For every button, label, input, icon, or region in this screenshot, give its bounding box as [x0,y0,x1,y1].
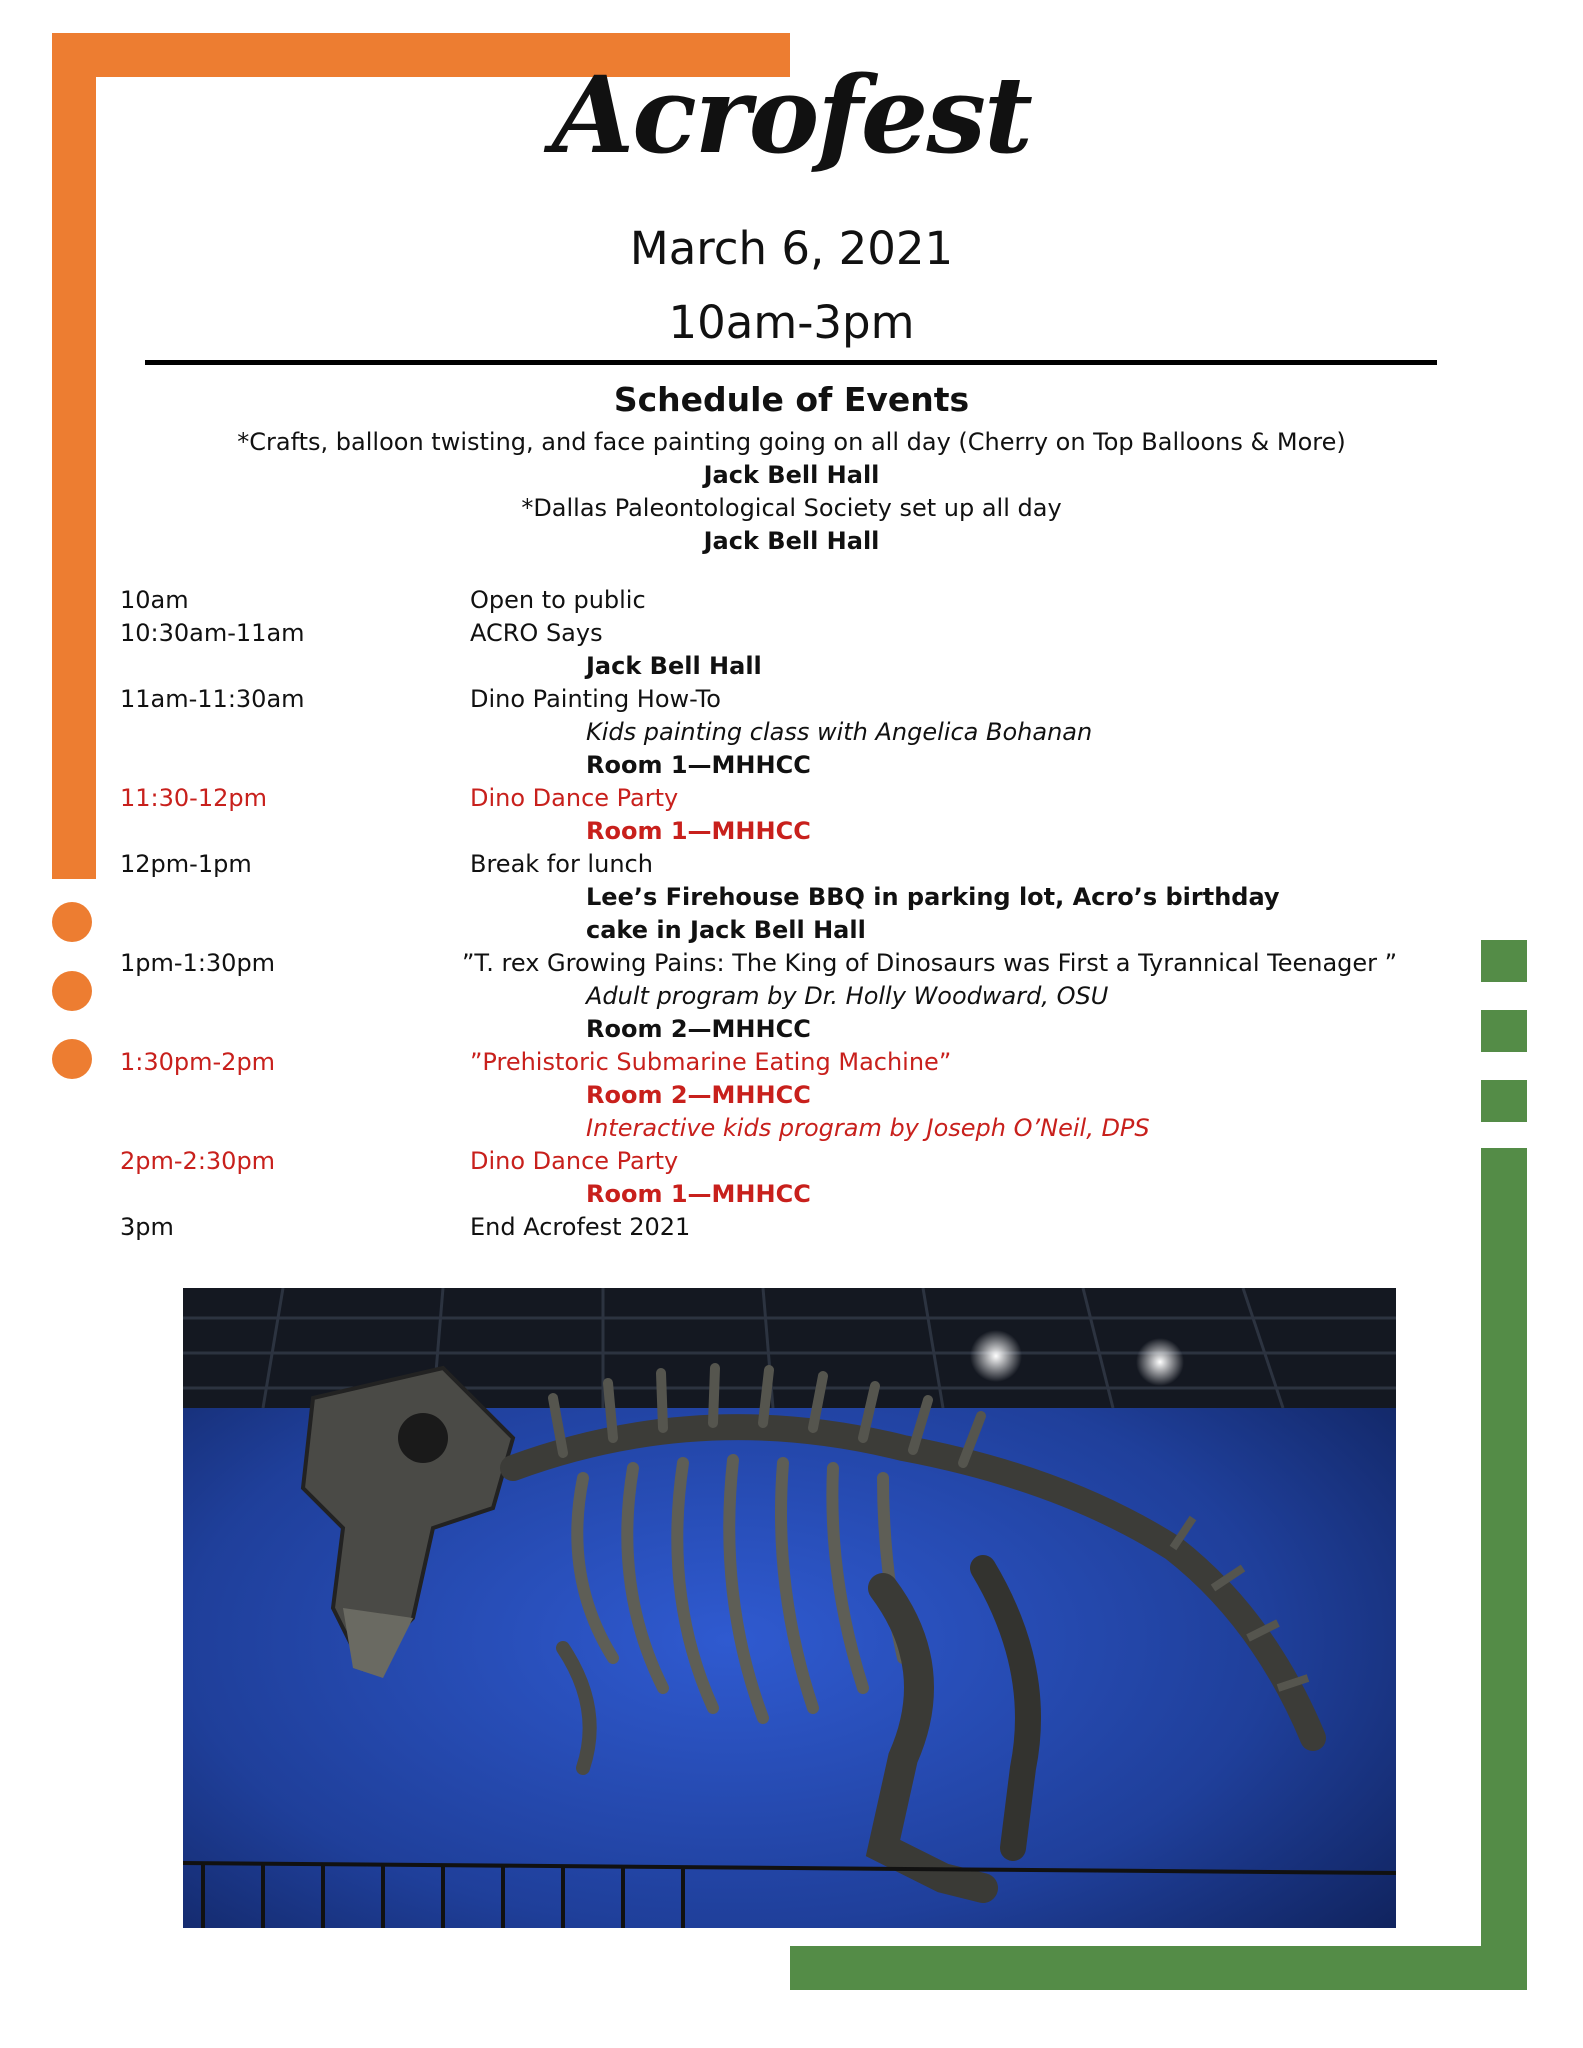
schedule-event: Dino Dance Party [470,1147,679,1175]
schedule-location: Room 1—MHHCC [586,1180,811,1208]
orange-dot-3 [52,1039,92,1079]
schedule-location: Room 1—MHHCC [586,751,811,779]
schedule-heading: Schedule of Events [613,380,970,419]
orange-dot-2 [52,971,92,1011]
schedule-description: cake in Jack Bell Hall [586,916,866,944]
schedule-event: Dino Painting How-To [470,685,721,713]
green-square-1 [1481,940,1527,982]
green-square-3 [1481,1080,1527,1122]
schedule-time: 11:30-12pm [120,784,267,812]
schedule-time: 1:30pm-2pm [120,1048,276,1076]
schedule-location: Room 2—MHHCC [586,1015,811,1043]
green-square-2 [1481,1010,1527,1052]
all-day-note-1-location: Jack Bell Hall [703,461,880,489]
schedule-time: 1pm-1:30pm [120,949,276,977]
schedule-time: 2pm-2:30pm [120,1147,276,1175]
divider [145,360,1437,365]
schedule-time: 11am-11:30am [120,685,305,713]
schedule-time: 10am [120,586,189,614]
t-rex-skeleton-icon [183,1288,1396,1928]
schedule-description: Interactive kids program by Joseph O’Neil, DPS [586,1114,1150,1142]
schedule-event: ACRO Says [470,619,603,647]
schedule-time: 3pm [120,1213,174,1241]
page-title: Acrofest [551,52,1031,177]
schedule-event: ”Prehistoric Submarine Eating Machine” [470,1048,952,1076]
schedule-event: Dino Dance Party [470,784,679,812]
green-bottom-bar [790,1946,1527,1990]
schedule-event: End Acrofest 2021 [470,1213,691,1241]
schedule-time: 10:30am-11am [120,619,305,647]
schedule-description: Kids painting class with Angelica Bohanan [586,718,1093,746]
all-day-note-2-location: Jack Bell Hall [703,527,880,555]
all-day-note-1: *Crafts, balloon twisting, and face painting going on all day (Cherry on Top Balloons & More) [237,428,1346,456]
schedule-time: 12pm-1pm [120,850,252,878]
schedule-location: Room 2—MHHCC [586,1081,811,1109]
schedule-location: Room 1—MHHCC [586,817,811,845]
schedule-event: ”T. rex Growing Pains: The King of Dinosaurs was First a Tyrannical Teenager ” [462,949,1398,977]
schedule-location: Jack Bell Hall [586,652,762,680]
event-date: March 6, 2021 [629,222,954,275]
orange-dot-1 [52,902,92,942]
schedule-event: Open to public [470,586,646,614]
event-hours: 10am-3pm [668,296,915,349]
schedule-description: Adult program by Dr. Holly Woodward, OSU [586,982,1109,1010]
all-day-note-2: *Dallas Paleontological Society set up all day [521,494,1062,522]
schedule-event: Break for lunch [470,850,653,878]
schedule-description: Lee’s Firehouse BBQ in parking lot, Acro’s birthday [586,883,1280,911]
dinosaur-skeleton-photo [183,1288,1396,1928]
green-right-bar [1481,1148,1527,1990]
